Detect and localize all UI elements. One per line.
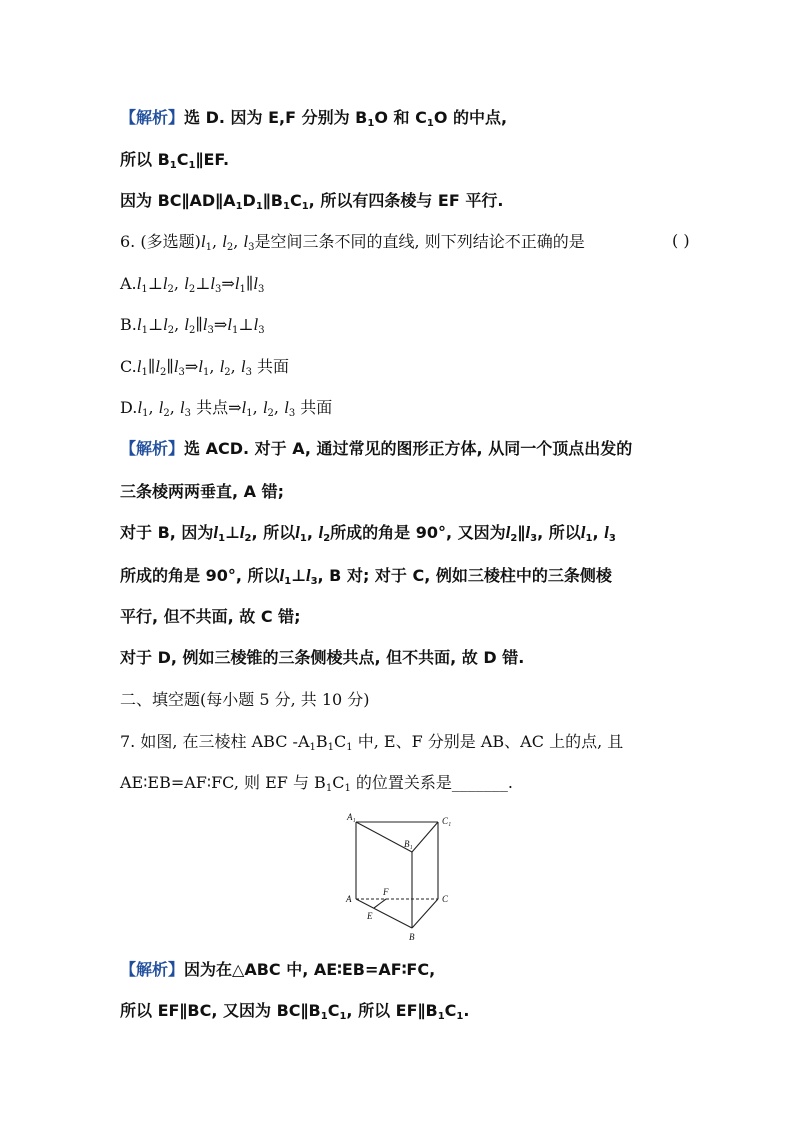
option-b: $B.l_1\perp l_2$, $l_2\parallel l_3\Rightarrow l_1\perp l_3$ bbox=[120, 315, 265, 336]
analysis-tag: 【解析】 bbox=[120, 439, 185, 458]
answer-paren: ( ) bbox=[672, 231, 690, 250]
question-7-line-2: AE∶EB=AF∶FC, 则 EF 与 $B_1C_1$ 的位置关系是_______. bbox=[120, 773, 513, 794]
answer-line-2: 所以 $B_1C_1\parallel EF$. bbox=[120, 150, 230, 171]
answer-line-1: 【解析】选 D. 因为 E,F 分别为 $B_1O$ 和 $C_1O$ 的中点, bbox=[120, 108, 508, 129]
label-c1: C₁ bbox=[442, 816, 452, 826]
analysis-tag: 【解析】 bbox=[120, 108, 185, 127]
question-7-line-1: 7. 如图, 在三棱柱 ABC $-A_1B_1C_1$ 中, E、F 分别是 AB、AC 上的点, 且 bbox=[120, 732, 624, 753]
answer6-line-5: 平行, 但不共面, 故 C 错; bbox=[120, 607, 301, 626]
label-a1: A₁ bbox=[347, 812, 356, 822]
label-b1: B₁ bbox=[404, 839, 413, 849]
option-d: $D.l_1$, $l_2$, $l_3$ 共点$\Rightarrow l_1$, $l_2$, $l_3$ 共面 bbox=[120, 398, 333, 419]
answer6-line-2: 三条棱两两垂直, A 错; bbox=[120, 482, 285, 501]
option-c: $C.l_1\parallel l_2\parallel l_3\Rightarrow l_1$, $l_2$, $l_3$ 共面 bbox=[120, 357, 290, 378]
answer7-line-2: 所以 EF∥BC, 又因为 $BC\parallel B_1C_1$, 所以 $EF\parallel B_1C_1$. bbox=[120, 1001, 470, 1022]
edge-b-c bbox=[412, 899, 438, 928]
question-6-stem: 6. (多选题)$l_1$, $l_2$, $l_3$是空间三条不同的直线, 则下列结论不正确的是 bbox=[120, 232, 585, 253]
segment-e-f bbox=[374, 899, 386, 908]
answer6-line-1: 【解析】选 ACD. 对于 A, 通过常见的图形正方体, 从同一个顶点出发的 bbox=[120, 439, 633, 458]
analysis-tag: 【解析】 bbox=[120, 960, 185, 979]
answer6-line-6: 对于 D, 例如三棱锥的三条侧棱共点, 但不共面, 故 D 错. bbox=[120, 648, 525, 667]
answer7-line-1: 【解析】因为在△ABC 中, AE∶EB=AF∶FC, bbox=[120, 960, 436, 979]
label-c: C bbox=[442, 894, 449, 904]
label-e: E bbox=[367, 911, 373, 921]
answer-line-3: 因为 $BC\parallel AD\parallel A_1D_1\parallel B_1C_1$, 所以有四条棱与 EF 平行. bbox=[120, 191, 504, 212]
answer6-line-4: 所成的角是 90°, 所以$l_1\perp l_3$, B 对; 对于 C, 例如三棱柱中的三条侧棱 bbox=[120, 566, 612, 587]
label-f: F bbox=[383, 887, 389, 897]
option-a: $A.l_1\perp l_2$, $l_2\perp l_3\Rightarrow l_1\parallel l_3$ bbox=[120, 274, 265, 295]
edge-a-b bbox=[356, 899, 412, 928]
edge-b1-c1 bbox=[412, 822, 438, 852]
label-b: B bbox=[409, 932, 415, 942]
label-a: A bbox=[346, 894, 352, 904]
section-heading: 二、填空题(每小题 5 分, 共 10 分) bbox=[120, 690, 370, 709]
answer6-line-3: 对于 B, 因为$l_1\perp l_2$, 所以$l_1$, $l_2$所成的角是 90°, 又因为$l_2\parallel l_3$, 所以$l_1$, $l_3$ bbox=[120, 523, 616, 544]
